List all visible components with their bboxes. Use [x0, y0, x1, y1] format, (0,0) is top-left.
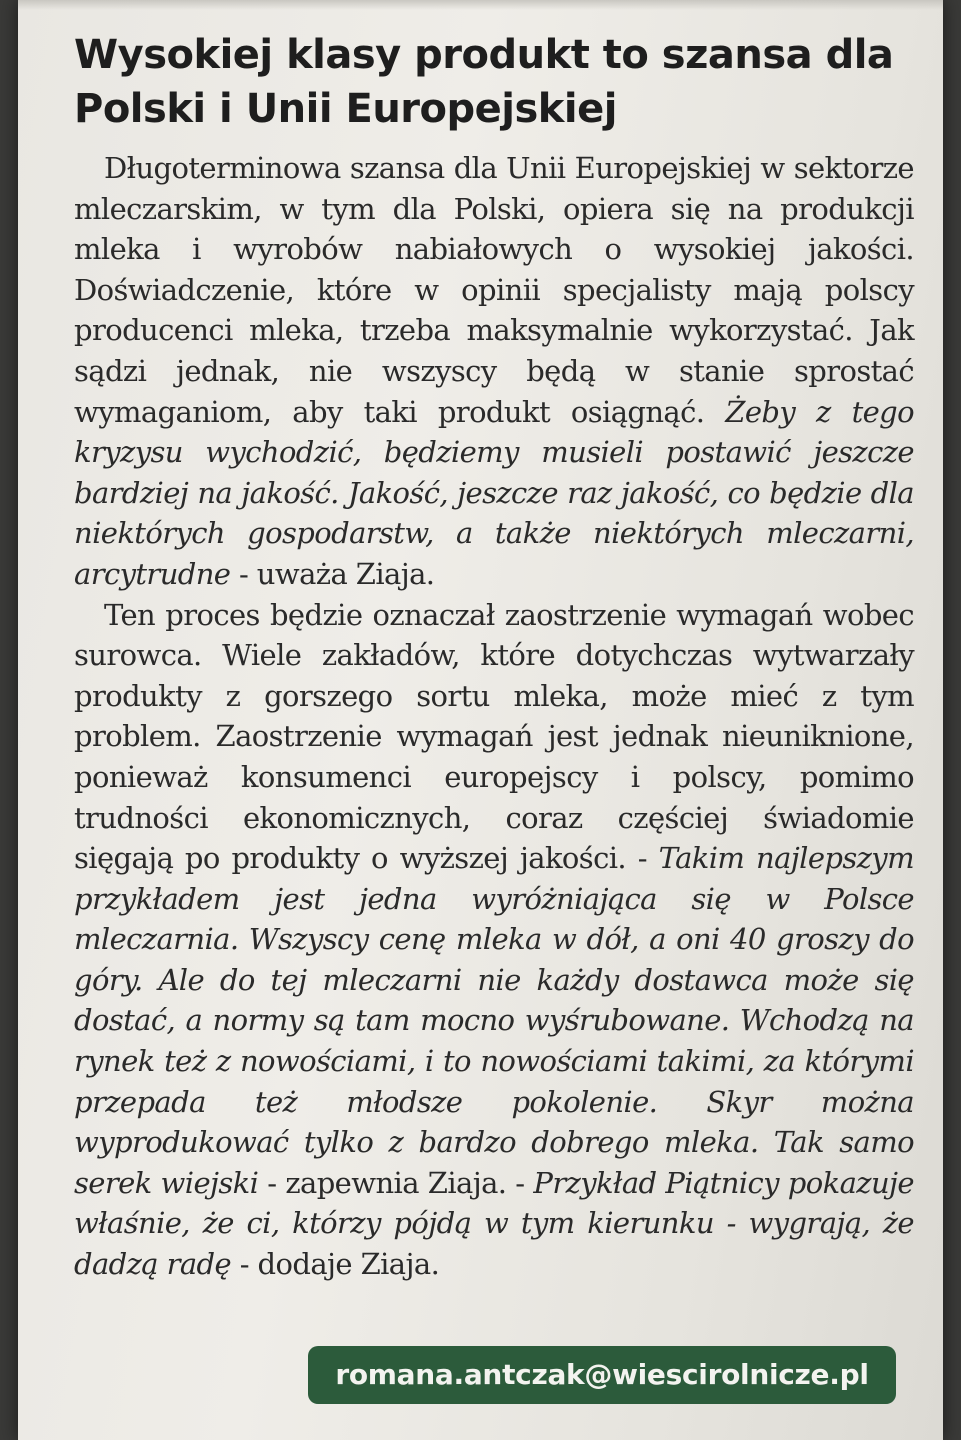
paragraph-2-attribution: - zapewnia Ziaja. -	[258, 1165, 534, 1200]
paragraph-2	[74, 595, 914, 1285]
paragraph-2-closing: - dodaje Ziaja.	[231, 1247, 440, 1282]
quote-ziaja-piatnica: Przykład Piątnicy pokazuje właśnie, że ci, którzy pójdą w tym kierunku - wygrają, że dadzą radę	[74, 1165, 914, 1282]
paragraph-2-segment: Ten proces będzie oznaczał zaostrzenie wymagań wobec surowca. Wiele zakładów, które dotychczas wytwarzały produkty z gorszego sortu mleka, może mieć z tym problem. Zaostrzenie wymagań jest jednak nieuniknione, ponieważ konsumenci europejscy i polscy, pomimo trudności ekonomicznych, coraz częściej świadomie sięgają po produkty o wyższej jakości. -	[74, 597, 914, 876]
article-body	[74, 148, 914, 1285]
author-email[interactable]: romana.antczak@wiescirolnicze.pl	[335, 1358, 869, 1391]
paper-top-edge	[18, 0, 943, 10]
author-email-bar	[308, 1346, 896, 1404]
newspaper-clipping	[18, 0, 943, 1440]
article-headline: Wysokiej klasy produkt to szansa dla Polski i Unii Europejskiej	[74, 32, 894, 132]
quote-ziaja-dairy-example: Takim najlepszym przykładem jest jedna wyróżniająca się w Polsce mleczarnia. Wszyscy cenę mleka w dół, a oni 40 groszy do góry. Ale do tej mleczarni nie każdy dostawca może się dostać, a normy są tam mocno wyśrubowane. Wchodzą na rynek też z nowościami, i to nowościami takimi, za którymi przepada też młodsze pokolenie. Skyr można wyprodukować tylko z bardzo dobrego mleka. Tak samo serek wiejski	[74, 841, 914, 1200]
paragraph-1-attribution: - uważa Ziaja.	[230, 556, 435, 591]
paragraph-1-segment: Długoterminowa szansa dla Unii Europejskiej w sektorze mleczarskim, w tym dla Polski, opiera się na produkcji mleka i wyrobów nabiałowych o wysokiej jakości. Doświadczenie, które w opinii specjalisty mają polscy producenci mleka, trzeba maksymalnie wykorzystać. Jak sądzi jednak, nie wszyscy będą w stanie sprostać wymaganiom, aby taki produkt osiągnąć.	[74, 151, 914, 429]
paragraph-1	[74, 148, 914, 595]
quote-ziaja-quality: Żeby z tego kryzysu wychodzić, będziemy musieli postawić jeszcze bardziej na jakość. Jakość, jeszcze raz jakość, co będzie dla niektórych gospodarstw, a także niektórych mleczarni, arcytrudne	[74, 394, 915, 591]
